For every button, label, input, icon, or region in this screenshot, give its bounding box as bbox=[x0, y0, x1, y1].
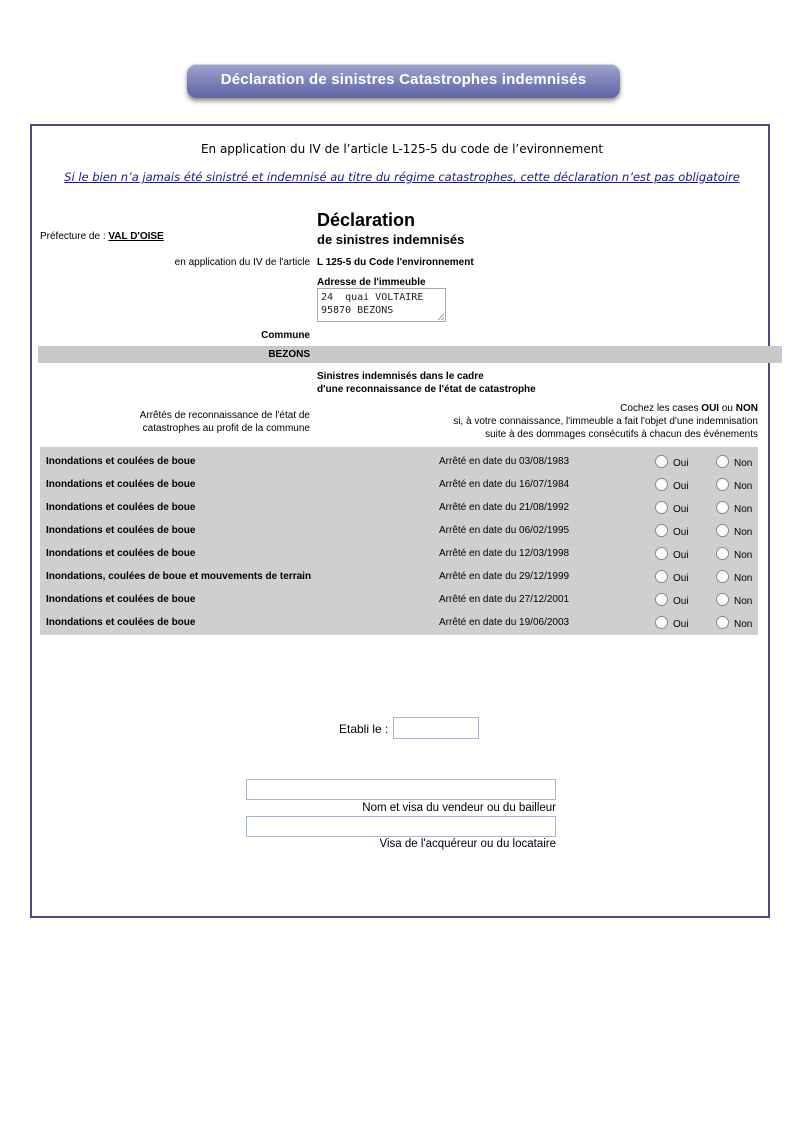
event-date: Arrêté en date du 27/12/2001 bbox=[439, 594, 570, 605]
event-label: Inondations et coulées de boue bbox=[46, 525, 196, 536]
event-label: Inondations et coulées de boue bbox=[46, 502, 196, 513]
instructions-ou: ou bbox=[719, 403, 736, 414]
declaration-title: Déclaration bbox=[317, 210, 416, 230]
page-banner-title: Déclaration de sinistres Catastrophes indemnisés bbox=[187, 64, 620, 98]
non-label: Non bbox=[734, 527, 753, 538]
event-label: Inondations, coulées de boue et mouvements de terrain bbox=[46, 571, 312, 582]
oui-label: Oui bbox=[673, 550, 689, 561]
instructions-line-2: si, à votre connaissance, l'immeuble a fait l'objet d'une indemnisation bbox=[453, 416, 758, 427]
etabli-label: Etabli le : bbox=[339, 722, 389, 736]
table-row bbox=[40, 473, 758, 496]
oui-label: Oui bbox=[673, 596, 689, 607]
acquereur-visa-input[interactable] bbox=[246, 816, 556, 837]
oui-radio[interactable] bbox=[655, 547, 668, 560]
oui-label: Oui bbox=[673, 573, 689, 584]
oui-label: Oui bbox=[673, 619, 689, 630]
address-textarea[interactable] bbox=[317, 288, 446, 322]
sinistres-heading bbox=[317, 370, 536, 396]
oui-label: Oui bbox=[673, 458, 689, 469]
application-text: En application du IV de l’article L-125-5 du code de l’evironnement bbox=[200, 142, 604, 156]
oui-radio[interactable] bbox=[655, 570, 668, 583]
event-date: Arrêté en date du 19/06/2003 bbox=[439, 617, 570, 628]
oui-radio[interactable] bbox=[655, 593, 668, 606]
sinistres-line-2: d'une reconnaissance de l'état de catastrophe bbox=[317, 384, 536, 395]
non-radio[interactable] bbox=[716, 547, 729, 560]
event-date: Arrêté en date du 12/03/1998 bbox=[439, 548, 570, 559]
vendeur-visa-input[interactable] bbox=[246, 779, 556, 800]
non-radio[interactable] bbox=[716, 455, 729, 468]
oui-label: Oui bbox=[673, 527, 689, 538]
table-row bbox=[40, 519, 758, 542]
non-label: Non bbox=[734, 458, 753, 469]
table-row bbox=[40, 565, 758, 588]
event-date: Arrêté en date du 06/02/1995 bbox=[439, 525, 570, 536]
instructions bbox=[362, 402, 758, 441]
instructions-non: NON bbox=[735, 403, 758, 414]
non-radio[interactable] bbox=[716, 616, 729, 629]
non-label: Non bbox=[734, 596, 753, 607]
article-value: L 125-5 du Code l'environnement bbox=[317, 257, 474, 268]
oui-radio[interactable] bbox=[655, 478, 668, 491]
non-label: Non bbox=[734, 504, 753, 515]
table-row bbox=[40, 542, 758, 565]
prefecture bbox=[40, 231, 164, 242]
event-date: Arrêté en date du 16/07/1984 bbox=[439, 479, 570, 490]
resize-grip-icon[interactable] bbox=[438, 314, 444, 320]
instructions-line-3: suite à des dommages consécutifs à chacun des événements bbox=[485, 429, 758, 440]
event-label: Inondations et coulées de boue bbox=[46, 594, 196, 605]
oui-label: Oui bbox=[673, 481, 689, 492]
table-row bbox=[40, 450, 758, 473]
prefecture-value: VAL D'OISE bbox=[108, 231, 164, 242]
commune-value: BEZONS bbox=[268, 349, 310, 360]
oui-radio[interactable] bbox=[655, 455, 668, 468]
acquereur-visa-label: Visa de l'acquéreur ou du locataire bbox=[379, 838, 556, 850]
oui-radio[interactable] bbox=[655, 616, 668, 629]
event-date: Arrêté en date du 03/08/1983 bbox=[439, 456, 570, 467]
oui-label: Oui bbox=[673, 504, 689, 515]
address-value: 24 quai VOLTAIRE 95870 BEZONS bbox=[321, 292, 424, 316]
instructions-line-1 bbox=[362, 402, 758, 415]
non-label: Non bbox=[734, 573, 753, 584]
non-radio[interactable] bbox=[716, 593, 729, 606]
event-label: Inondations et coulées de boue bbox=[46, 548, 196, 559]
arretes-label bbox=[40, 409, 310, 435]
sinistres-line-1: Sinistres indemnisés dans le cadre bbox=[317, 371, 484, 382]
prefecture-label: Préfecture de : bbox=[40, 231, 106, 242]
event-date: Arrêté en date du 21/08/1992 bbox=[439, 502, 570, 513]
table-row bbox=[40, 496, 758, 519]
instructions-prefix: Cochez les cases bbox=[620, 403, 702, 414]
address-label: Adresse de l'immeuble bbox=[317, 277, 426, 288]
table-row bbox=[40, 588, 758, 611]
event-label: Inondations et coulées de boue bbox=[46, 617, 196, 628]
arretes-line-2: catastrophes au profit de la commune bbox=[142, 423, 310, 434]
declaration-form-frame bbox=[30, 124, 770, 918]
non-label: Non bbox=[734, 481, 753, 492]
non-radio[interactable] bbox=[716, 501, 729, 514]
notice-link[interactable]: Si le bien n’a jamais été sinistré et indemnisé au titre du régime catastrophes, cette déclaration n’est pas obligatoire bbox=[64, 170, 740, 184]
oui-radio[interactable] bbox=[655, 501, 668, 514]
table-row bbox=[40, 611, 758, 634]
etabli-date-input[interactable] bbox=[393, 717, 479, 739]
non-label: Non bbox=[734, 619, 753, 630]
commune-label: Commune bbox=[261, 330, 310, 341]
non-radio[interactable] bbox=[716, 524, 729, 537]
non-label: Non bbox=[734, 550, 753, 561]
article-label: en application du IV de l'article bbox=[174, 257, 310, 268]
declaration-subtitle: de sinistres indemnisés bbox=[317, 232, 465, 247]
vendeur-visa-label: Nom et visa du vendeur ou du bailleur bbox=[362, 802, 556, 814]
event-label: Inondations et coulées de boue bbox=[46, 456, 196, 467]
instructions-oui: OUI bbox=[701, 403, 720, 414]
non-radio[interactable] bbox=[716, 478, 729, 491]
arretes-line-1: Arrêtés de reconnaissance de l'état de bbox=[139, 410, 310, 421]
event-label: Inondations et coulées de boue bbox=[46, 479, 196, 490]
oui-radio[interactable] bbox=[655, 524, 668, 537]
non-radio[interactable] bbox=[716, 570, 729, 583]
event-date: Arrêté en date du 29/12/1999 bbox=[439, 571, 570, 582]
